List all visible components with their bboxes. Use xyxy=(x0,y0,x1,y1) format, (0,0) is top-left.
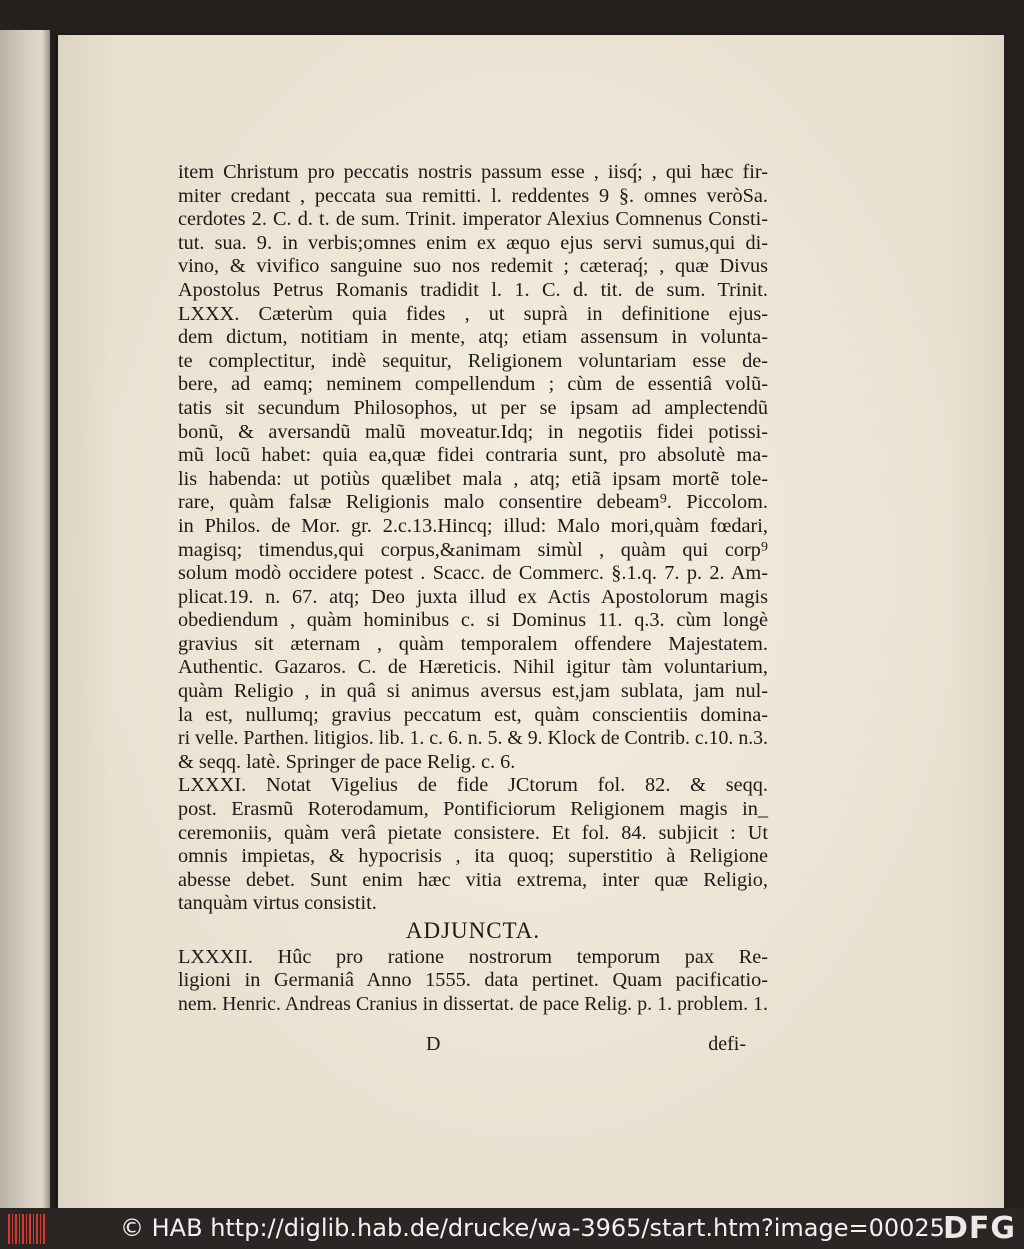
text-line: LXXX. Cæterùm quia fides , ut suprà in definitione ejus- xyxy=(178,302,768,325)
text-line: ceremoniis, quàm verâ pietate consistere. Et fol. 84. subjicit : Ut xyxy=(178,821,768,844)
text-line: vino, & vivifico sanguine suo nos redemit ; cæteraq́; , quæ Divus xyxy=(178,255,768,278)
barcode-icon xyxy=(8,1214,46,1244)
text-line: Authentic. Gazaros. C. de Hæreticis. Nihil igitur tàm voluntarium, xyxy=(178,656,768,679)
section-heading: ADJUNCTA. xyxy=(405,918,541,943)
text-line: gravius sit æternam , quàm temporalem offendere Majestatem. xyxy=(178,632,768,655)
copyright-url[interactable]: © HAB http://diglib.hab.de/drucke/wa-3965/start.htm?image=00025 xyxy=(120,1214,945,1242)
text-line: abesse debet. Sunt enim hæc vitia extrema, inter quæ Religio, xyxy=(178,868,768,891)
text-line: dem dictum, notitiam in mente, atq; etiam assensum in volunta- xyxy=(178,326,768,349)
signature-mark: D xyxy=(426,1033,441,1055)
text-line: solum modò occidere potest . Scacc. de Commerc. §.1.q. 7. p. 2. Am- xyxy=(178,562,768,585)
text-line: post. Erasmũ Roterodamum, Pontificiorum Religionem magis in_ xyxy=(178,798,768,821)
text-line: la est, nullumq; gravius peccatum est, quàm conscientiis domina- xyxy=(178,703,768,726)
adjacent-page-edge xyxy=(0,30,50,1208)
catchword: defi- xyxy=(708,1033,746,1055)
book-page xyxy=(58,35,1004,1208)
page-bottom xyxy=(178,1033,746,1057)
text-line: tanquàm virtus consistit. xyxy=(178,892,377,915)
text-line: tut. sua. 9. in verbis;omnes enim ex æquo ejus servi sumus,qui di- xyxy=(178,231,768,254)
text-line: magisq; timendus,qui corpus,&animam simùl , quàm qui corp⁹ xyxy=(178,538,768,561)
text-line: Apostolus Petrus Romanis tradidit l. 1. C. d. tit. de sum. Trinit. xyxy=(178,278,768,301)
text-line: plicat.19. n. 67. atq; Deo juxta illud ex Actis Apostolorum magis xyxy=(178,585,768,608)
page-text xyxy=(178,161,768,1016)
text-line: ri velle. Parthen. litigios. lib. 1. c. 6. n. 5. & 9. Klock de Contrib. c.10. n.3. xyxy=(178,727,768,750)
text-line: ligioni in Germaniâ Anno 1555. data pertinet. Quam pacificatio- xyxy=(178,969,768,992)
text-line: miter credant , peccata sua remitti. l. reddentes 9 §. omnes veròSa. xyxy=(178,184,768,207)
text-line: LXXXI. Notat Vigelius de fide JCtorum fol. 82. & seqq. xyxy=(178,774,768,797)
text-line: cerdotes 2. C. d. t. de sum. Trinit. imperator Alexius Comnenus Consti- xyxy=(178,208,768,231)
text-line: LXXXII. Hûc pro ratione nostrorum temporum pax Re- xyxy=(178,945,768,968)
text-line: item Christum pro peccatis nostris passum esse , iisq́; , qui hæc fir- xyxy=(178,161,768,183)
text-line: omnis impietas, & hypocrisis , ita quoq; superstitio à Religione xyxy=(178,845,768,868)
text-line: bonũ, & aversandũ malũ moveatur.Idq; in negotiis fidei potissi- xyxy=(178,420,768,443)
viewer-footer xyxy=(0,1208,1024,1249)
dfg-logo: DFG xyxy=(942,1211,1016,1246)
text-line: obediendum , quàm hominibus c. si Dominus 11. q.3. cùm longè xyxy=(178,609,768,632)
text-line: tatis sit secundum Philosophos, ut per se ipsam ad amplectendũ xyxy=(178,396,768,419)
text-line: te complectitur, indè sequitur, Religionem voluntariam esse de- xyxy=(178,349,768,372)
text-line: mũ locũ habet: quia ea,quæ fidei contraria sunt, pro absolutè ma- xyxy=(178,444,768,467)
text-line: quàm Religio , in quâ si animus aversus est,jam sublata, jam nul- xyxy=(178,680,768,703)
text-line: nem. Henric. Andreas Cranius in dissertat. de pace Relig. p. 1. problem. 1. xyxy=(178,992,768,1015)
text-line: bere, ad eamq; neminem compellendum ; cùm de essentiâ volũ- xyxy=(178,373,768,396)
text-line: lis habenda: ut potiùs quælibet mala , atq; etiã ipsam mortẽ tole- xyxy=(178,467,768,490)
text-line: & seqq. latè. Springer de pace Relig. c. 6. xyxy=(178,750,516,773)
text-line: in Philos. de Mor. gr. 2.c.13.Hincq; illud: Malo mori,quàm fœdari, xyxy=(178,514,768,537)
text-line: rare, quàm falsæ Religionis malo consentire debeam⁹. Piccolom. xyxy=(178,491,768,514)
